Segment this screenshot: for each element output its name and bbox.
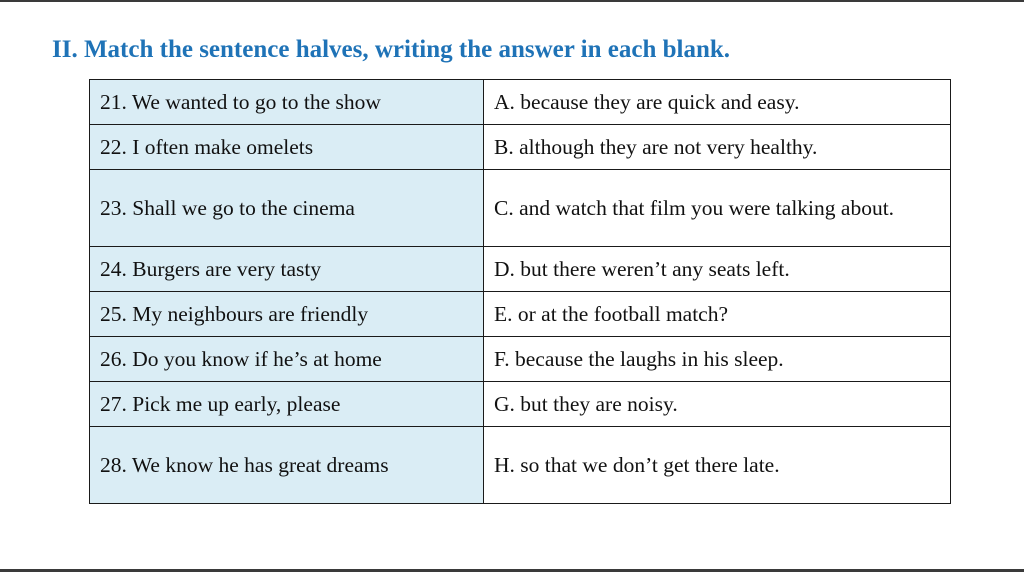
sentence-end: F. because the laughs in his sleep. [484,337,951,382]
table-row [90,247,951,292]
sentence-start: 21. We wanted to go to the show [90,80,484,125]
table-row [90,337,951,382]
sentence-end: D. but there weren’t any seats left. [484,247,951,292]
sentence-start: 23. Shall we go to the cinema [90,170,484,247]
sentence-start: 25. My neighbours are friendly [90,292,484,337]
sentence-end: C. and watch that film you were talking about. [484,170,951,247]
sentence-end: A. because they are quick and easy. [484,80,951,125]
sentence-end: G. but they are noisy. [484,382,951,427]
sentence-end: B. although they are not very healthy. [484,125,951,170]
table-row [90,292,951,337]
sentence-start: 28. We know he has great dreams [90,427,484,504]
top-border [0,0,1024,2]
table-row [90,170,951,247]
sentence-end: E. or at the football match? [484,292,951,337]
sentence-start: 27. Pick me up early, please [90,382,484,427]
table-row [90,382,951,427]
sentence-start: 24. Burgers are very tasty [90,247,484,292]
table-row [90,125,951,170]
sentence-start: 26. Do you know if he’s at home [90,337,484,382]
table-row [90,427,951,504]
table-row [90,80,951,125]
sentence-end: H. so that we don’t get there late. [484,427,951,504]
sentence-start: 22. I often make omelets [90,125,484,170]
exercise-title: II. Match the sentence halves, writing the answer in each blank. [52,36,731,63]
matching-table [89,79,951,504]
